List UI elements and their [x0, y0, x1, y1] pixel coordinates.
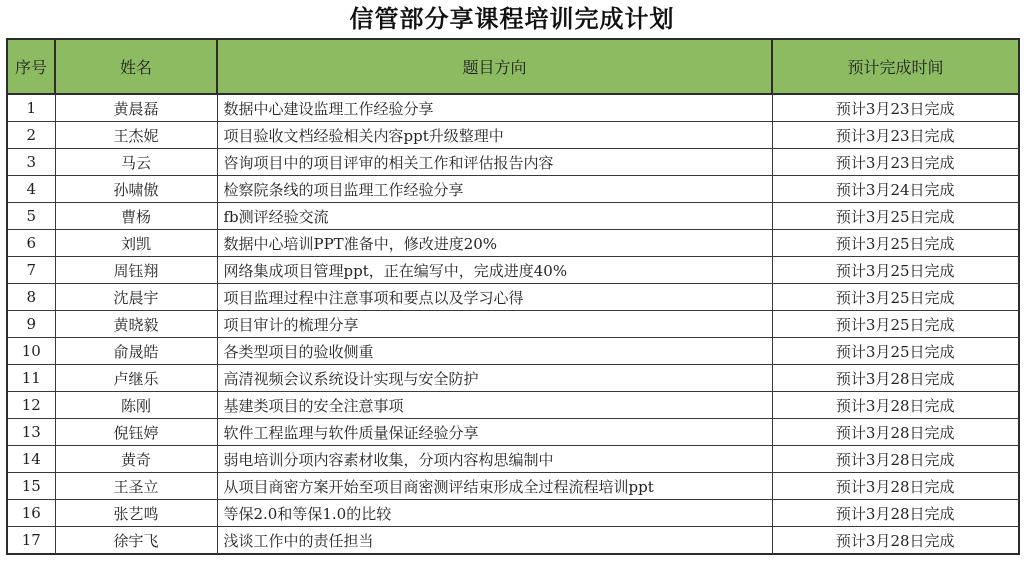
cell-number[interactable]: 10	[7, 338, 55, 365]
cell-completion-time[interactable]: 预计3月25日完成	[772, 338, 1019, 365]
cell-number[interactable]: 14	[7, 446, 55, 473]
header-completion-time[interactable]: 预计完成时间	[772, 39, 1019, 94]
cell-topic[interactable]: 项目验收文档经验相关内容ppt升级整理中	[217, 122, 772, 149]
cell-completion-time[interactable]: 预计3月28日完成	[772, 500, 1019, 527]
cell-topic[interactable]: 基建类项目的安全注意事项	[217, 392, 772, 419]
cell-number[interactable]: 8	[7, 284, 55, 311]
cell-name[interactable]: 倪钰婷	[55, 419, 217, 446]
cell-name[interactable]: 徐宇飞	[55, 527, 217, 555]
cell-topic[interactable]: 高清视频会议系统设计实现与安全防护	[217, 365, 772, 392]
table-row	[7, 500, 1019, 527]
cell-number[interactable]: 17	[7, 527, 55, 555]
table-row	[7, 149, 1019, 176]
cell-name[interactable]: 俞晟皓	[55, 338, 217, 365]
cell-topic[interactable]: 数据中心培训PPT准备中，修改进度20%	[217, 230, 772, 257]
training-plan-table	[6, 38, 1020, 555]
cell-number[interactable]: 2	[7, 122, 55, 149]
cell-completion-time[interactable]: 预计3月25日完成	[772, 311, 1019, 338]
cell-name[interactable]: 孙啸傲	[55, 176, 217, 203]
table-row	[7, 446, 1019, 473]
cell-completion-time[interactable]: 预计3月24日完成	[772, 176, 1019, 203]
cell-completion-time[interactable]: 预计3月23日完成	[772, 149, 1019, 176]
header-topic[interactable]: 题目方向	[217, 39, 772, 94]
cell-topic[interactable]: 软件工程监理与软件质量保证经验分享	[217, 419, 772, 446]
cell-completion-time[interactable]: 预计3月28日完成	[772, 527, 1019, 555]
header-number[interactable]: 序号	[7, 39, 55, 94]
table-row	[7, 257, 1019, 284]
cell-name[interactable]: 张艺鸣	[55, 500, 217, 527]
cell-number[interactable]: 4	[7, 176, 55, 203]
cell-completion-time[interactable]: 预计3月25日完成	[772, 257, 1019, 284]
sheet-title: 信管部分享课程培训完成计划	[349, 5, 675, 33]
cell-completion-time[interactable]: 预计3月25日完成	[772, 284, 1019, 311]
cell-completion-time[interactable]: 预计3月23日完成	[772, 122, 1019, 149]
cell-name[interactable]: 曹杨	[55, 203, 217, 230]
cell-name[interactable]: 王杰妮	[55, 122, 217, 149]
cell-topic[interactable]: 数据中心建设监理工作经验分享	[217, 94, 772, 122]
header-name[interactable]: 姓名	[55, 39, 217, 94]
cell-name[interactable]: 马云	[55, 149, 217, 176]
table-row	[7, 392, 1019, 419]
cell-name[interactable]: 陈刚	[55, 392, 217, 419]
cell-number[interactable]: 12	[7, 392, 55, 419]
cell-name[interactable]: 周钰翔	[55, 257, 217, 284]
cell-topic[interactable]: 检察院条线的项目监理工作经验分享	[217, 176, 772, 203]
cell-number[interactable]: 11	[7, 365, 55, 392]
cell-number[interactable]: 15	[7, 473, 55, 500]
cell-completion-time[interactable]: 预计3月28日完成	[772, 473, 1019, 500]
cell-name[interactable]: 黄晓毅	[55, 311, 217, 338]
cell-name[interactable]: 王圣立	[55, 473, 217, 500]
table-row	[7, 311, 1019, 338]
cell-number[interactable]: 5	[7, 203, 55, 230]
cell-name[interactable]: 黄奇	[55, 446, 217, 473]
cell-topic[interactable]: 从项目商密方案开始至项目商密测评结束形成全过程流程培训ppt	[217, 473, 772, 500]
cell-topic[interactable]: fb测评经验交流	[217, 203, 772, 230]
cell-topic[interactable]: 项目审计的梳理分享	[217, 311, 772, 338]
cell-name[interactable]: 黄晨磊	[55, 94, 217, 122]
cell-number[interactable]: 9	[7, 311, 55, 338]
table-row	[7, 94, 1019, 122]
table-row	[7, 203, 1019, 230]
cell-name[interactable]: 卢继乐	[55, 365, 217, 392]
cell-topic[interactable]: 网络集成项目管理ppt，正在编写中，完成进度40%	[217, 257, 772, 284]
table-row	[7, 473, 1019, 500]
cell-topic[interactable]: 浅谈工作中的责任担当	[217, 527, 772, 555]
cell-topic[interactable]: 咨询项目中的项目评审的相关工作和评估报告内容	[217, 149, 772, 176]
cell-completion-time[interactable]: 预计3月28日完成	[772, 419, 1019, 446]
cell-number[interactable]: 13	[7, 419, 55, 446]
cell-number[interactable]: 16	[7, 500, 55, 527]
header-row	[7, 39, 1019, 94]
cell-topic[interactable]: 各类型项目的验收侧重	[217, 338, 772, 365]
cell-topic[interactable]: 等保2.0和等保1.0的比较	[217, 500, 772, 527]
table-row	[7, 338, 1019, 365]
cell-completion-time[interactable]: 预计3月25日完成	[772, 203, 1019, 230]
cell-name[interactable]: 刘凯	[55, 230, 217, 257]
cell-number[interactable]: 3	[7, 149, 55, 176]
cell-completion-time[interactable]: 预计3月28日完成	[772, 392, 1019, 419]
table-row	[7, 230, 1019, 257]
table-row	[7, 527, 1019, 555]
cell-completion-time[interactable]: 预计3月23日完成	[772, 94, 1019, 122]
cell-number[interactable]: 1	[7, 94, 55, 122]
cell-topic[interactable]: 弱电培训分项内容素材收集，分项内容构思编制中	[217, 446, 772, 473]
cell-number[interactable]: 6	[7, 230, 55, 257]
table-row	[7, 419, 1019, 446]
table-row	[7, 122, 1019, 149]
table-row	[7, 284, 1019, 311]
table-row	[7, 176, 1019, 203]
cell-completion-time[interactable]: 预计3月25日完成	[772, 230, 1019, 257]
table-body	[7, 94, 1019, 554]
table-row	[7, 365, 1019, 392]
cell-name[interactable]: 沈晨宇	[55, 284, 217, 311]
cell-number[interactable]: 7	[7, 257, 55, 284]
cell-completion-time[interactable]: 预计3月28日完成	[772, 446, 1019, 473]
cell-topic[interactable]: 项目监理过程中注意事项和要点以及学习心得	[217, 284, 772, 311]
cell-completion-time[interactable]: 预计3月28日完成	[772, 365, 1019, 392]
